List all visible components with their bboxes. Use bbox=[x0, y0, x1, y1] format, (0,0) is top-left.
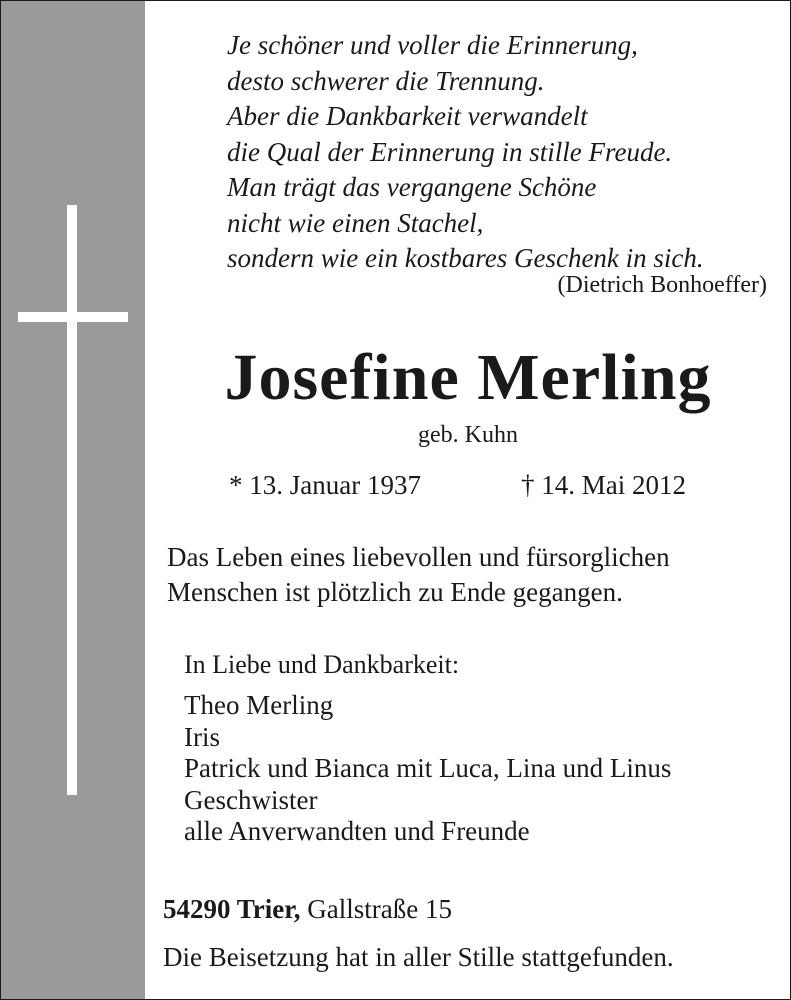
mourners-heading: In Liebe und Dankbarkeit: bbox=[184, 650, 460, 679]
family-address bbox=[163, 894, 452, 925]
mourner-name: Iris bbox=[184, 721, 220, 752]
birth-name: geb. Kuhn bbox=[418, 422, 518, 448]
tribute-line: Menschen ist plötzlich zu Ende gegangen. bbox=[167, 577, 623, 607]
poem-line: nicht wie einen Stachel, bbox=[227, 207, 484, 238]
cross-vertical-bar bbox=[67, 205, 77, 795]
poem-line: Man trägt das vergangene Schöne bbox=[227, 172, 597, 202]
deceased-name: Josefine Merling bbox=[224, 341, 712, 414]
poem-line: Je schöner und voller die Erinnerung, bbox=[227, 30, 638, 60]
mourner-name: Patrick und Bianca mit Luca, Lina und Linus bbox=[184, 753, 672, 783]
poem-line: sondern wie ein kostbares Geschenk in sich. bbox=[227, 243, 704, 273]
address-city: 54290 Trier, bbox=[163, 894, 301, 924]
birth-date: * 13. Januar 1937 bbox=[229, 470, 421, 500]
tribute-line: Das Leben eines liebevollen und fürsorglichen bbox=[167, 542, 670, 572]
obituary-content bbox=[145, 0, 791, 1000]
poem-line: desto schwerer die Trennung. bbox=[227, 65, 545, 96]
death-date: † 14. Mai 2012 bbox=[521, 470, 686, 500]
poem-line: Aber die Dankbarkeit verwandelt bbox=[227, 101, 588, 131]
sidebar-panel bbox=[1, 1, 145, 999]
address-street: Gallstraße 15 bbox=[307, 894, 452, 924]
tribute-text bbox=[167, 540, 670, 610]
poem-quote bbox=[227, 28, 704, 277]
burial-note: Die Beisetzung hat in aller Stille stattgefunden. bbox=[163, 942, 674, 972]
mourner-name: Theo Merling bbox=[184, 690, 334, 720]
mourner-name: alle Anverwandten und Freunde bbox=[184, 816, 530, 846]
mourner-name: Geschwister bbox=[184, 784, 318, 815]
mourners-list bbox=[184, 690, 671, 848]
poem-attribution: (Dietrich Bonhoeffer) bbox=[557, 272, 767, 298]
cross-horizontal-bar bbox=[18, 312, 128, 322]
poem-line: die Qual der Erinnerung in stille Freude. bbox=[227, 136, 673, 167]
